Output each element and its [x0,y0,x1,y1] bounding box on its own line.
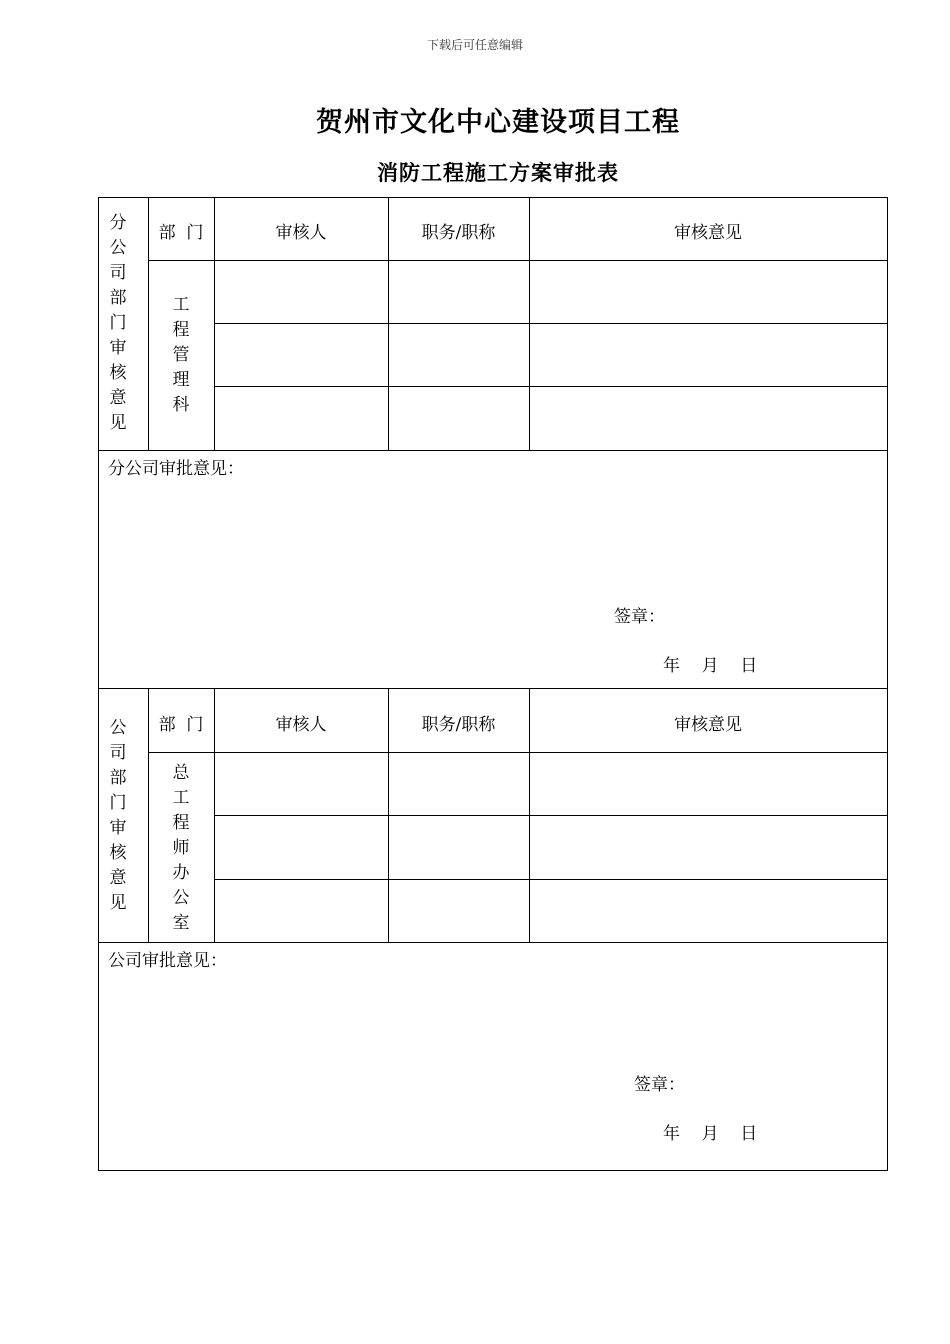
section2-header-reviewer: 审核人 [275,715,327,735]
section2-dept-name: 总 工 程 师 办 公 室 [172,763,190,933]
section2-header-dept: 部 门 [158,715,204,735]
section1-side-label: 分 公 司 部 门 审 核 意 见 [109,213,127,433]
section1-header-opinion: 审核意见 [674,223,742,243]
section2-approval-label: 公司审批意见： [108,951,227,971]
section1-seal-label: 签章： [614,607,665,627]
section1-date-label: 年 月 日 [663,656,758,676]
header-note: 下载后可任意编辑 [426,38,523,52]
section1-approval-label: 分公司审批意见： [108,459,244,479]
section2-date-label: 年 月 日 [663,1124,758,1144]
section1-dept-name: 工 程 管 理 科 [172,295,190,415]
section2-seal-label: 签章： [634,1075,685,1095]
section2-side-label: 公 司 部 门 审 核 意 见 [109,718,127,913]
section1-header-reviewer: 审核人 [275,223,327,243]
section1-header-dept: 部 门 [158,223,204,243]
form-subtitle: 消防工程施工方案审批表 [377,160,619,185]
section2-header-position: 职务/职称 [421,715,496,735]
page-title: 贺州市文化中心建设项目工程 [316,107,680,138]
section1-header-position: 职务/职称 [421,223,496,243]
section2-header-opinion: 审核意见 [674,715,742,735]
